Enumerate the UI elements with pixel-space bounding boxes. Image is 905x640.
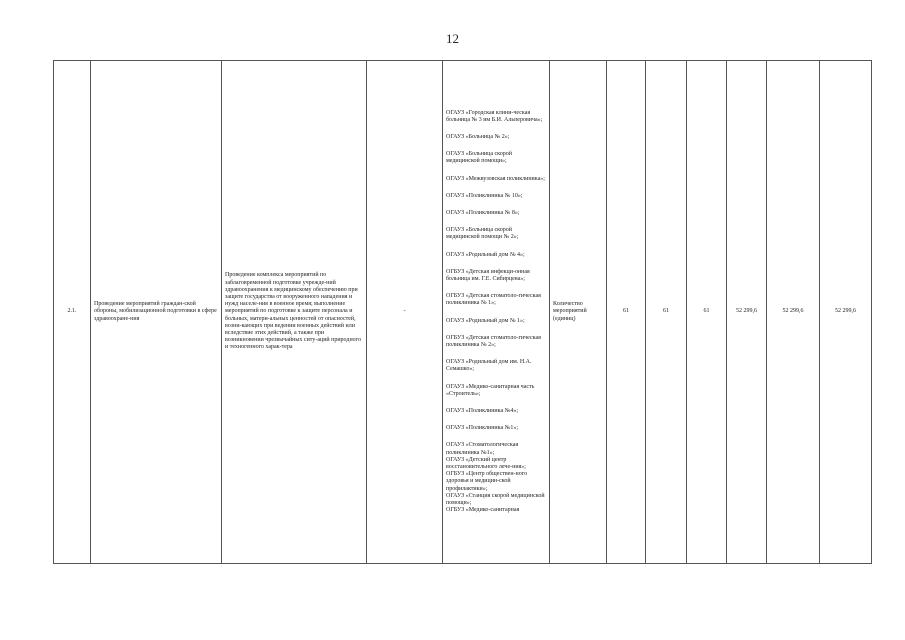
organization-item: ОГБУЗ «Центр обществен-ного здоровья и медицин-ской профилактики»; [446,471,528,492]
funding-value-2: 52 299,6 [767,61,820,564]
page-number: 12 [446,31,459,46]
indicator-value-1: 61 [607,61,646,564]
organization-item: ОГАУЗ «Поликлиника №1»; [446,425,519,432]
indicator-name: Количество мероприятий (единиц) [550,61,607,564]
activity-description: Проведение комплекса мероприятий по заблаговременной подготовке учрежде-ний здравоохранения к медицинскому обеспечению при защите государства от вооруженного нападения и нужд населе-ния в военное время; выполнение мероприятий по подготовке к защите персонала и больных, матери-альных ценностей от опасностей, возни-кающих при ведении военных действий или вследствие этих действий, а также при возникновении чрезвычайных ситу-аций природного и техногенного харак-тера [222,61,367,564]
indicator-value-3: 61 [687,61,727,564]
funding-value-3: 52 299,6 [820,61,872,564]
organization-item: ОГАУЗ «Родильный дом № 1»; [446,317,525,324]
organization-item: ОГАУЗ «Поликлиника № 8»; [446,209,520,216]
organization-item: ОГАУЗ «Детский центр восстановительного лече-ния»; [446,456,526,471]
organization-item: ОГАУЗ «Поликлиника № 10»; [446,192,523,199]
organization-item: ОГАУЗ «Межвузовская поликлиника»; [446,175,545,182]
indicator-value-2: 61 [646,61,687,564]
program-table [53,60,872,564]
funding-value-1: 52 299,6 [727,61,767,564]
activity-name: Проведение мероприятий граждан-ской обороны, мобилизационной подготовки в сфере здравоохране-ния [91,61,222,564]
organization-item: ОГАУЗ «Родильный дом им. Н.А. Семашко»; [446,359,532,373]
organization-item: ОГАУЗ «Городская клини-ческая больница № 3 им Б.И. Альперовича»; [446,109,543,123]
organization-item: ОГБУЗ «Детская инфекци-онная больница им. Г.Е. Сибирцева»; [446,268,530,282]
organization-item: ОГАУЗ «Больница скорой медицинской помощи № 2»; [446,227,519,241]
organization-item: ОГБУЗ «Детская стоматоло-гическая поликлиника № 1»; [446,293,541,307]
empty-cell-dash: - [367,61,443,564]
organization-item: ОГАУЗ «Родильный дом № 4»; [446,251,525,258]
organizations-cell [443,61,550,564]
organization-item: ОГБУЗ «Медико-санитарная [446,507,520,514]
organization-item: ОГАУЗ «Стоматологическая поликлиника №1»; [446,442,519,456]
row-number: 2.1. [54,61,91,564]
table-row [54,61,872,564]
organization-item: ОГАУЗ «Больница № 2»; [446,133,510,140]
organization-item: ОГБУЗ «Детская стоматоло-гическая поликлиника № 2»; [446,334,541,348]
organization-item: ОГАУЗ «Медико-санитарная часть «Строитель»; [446,383,535,397]
organization-item: ОГАУЗ «Поликлиника №4»; [446,408,519,415]
organization-item: ОГАУЗ «Станция скорой медицинской помощи»; [446,492,545,507]
organization-item: ОГАУЗ «Больница скорой медицинской помощи»; [446,151,513,165]
